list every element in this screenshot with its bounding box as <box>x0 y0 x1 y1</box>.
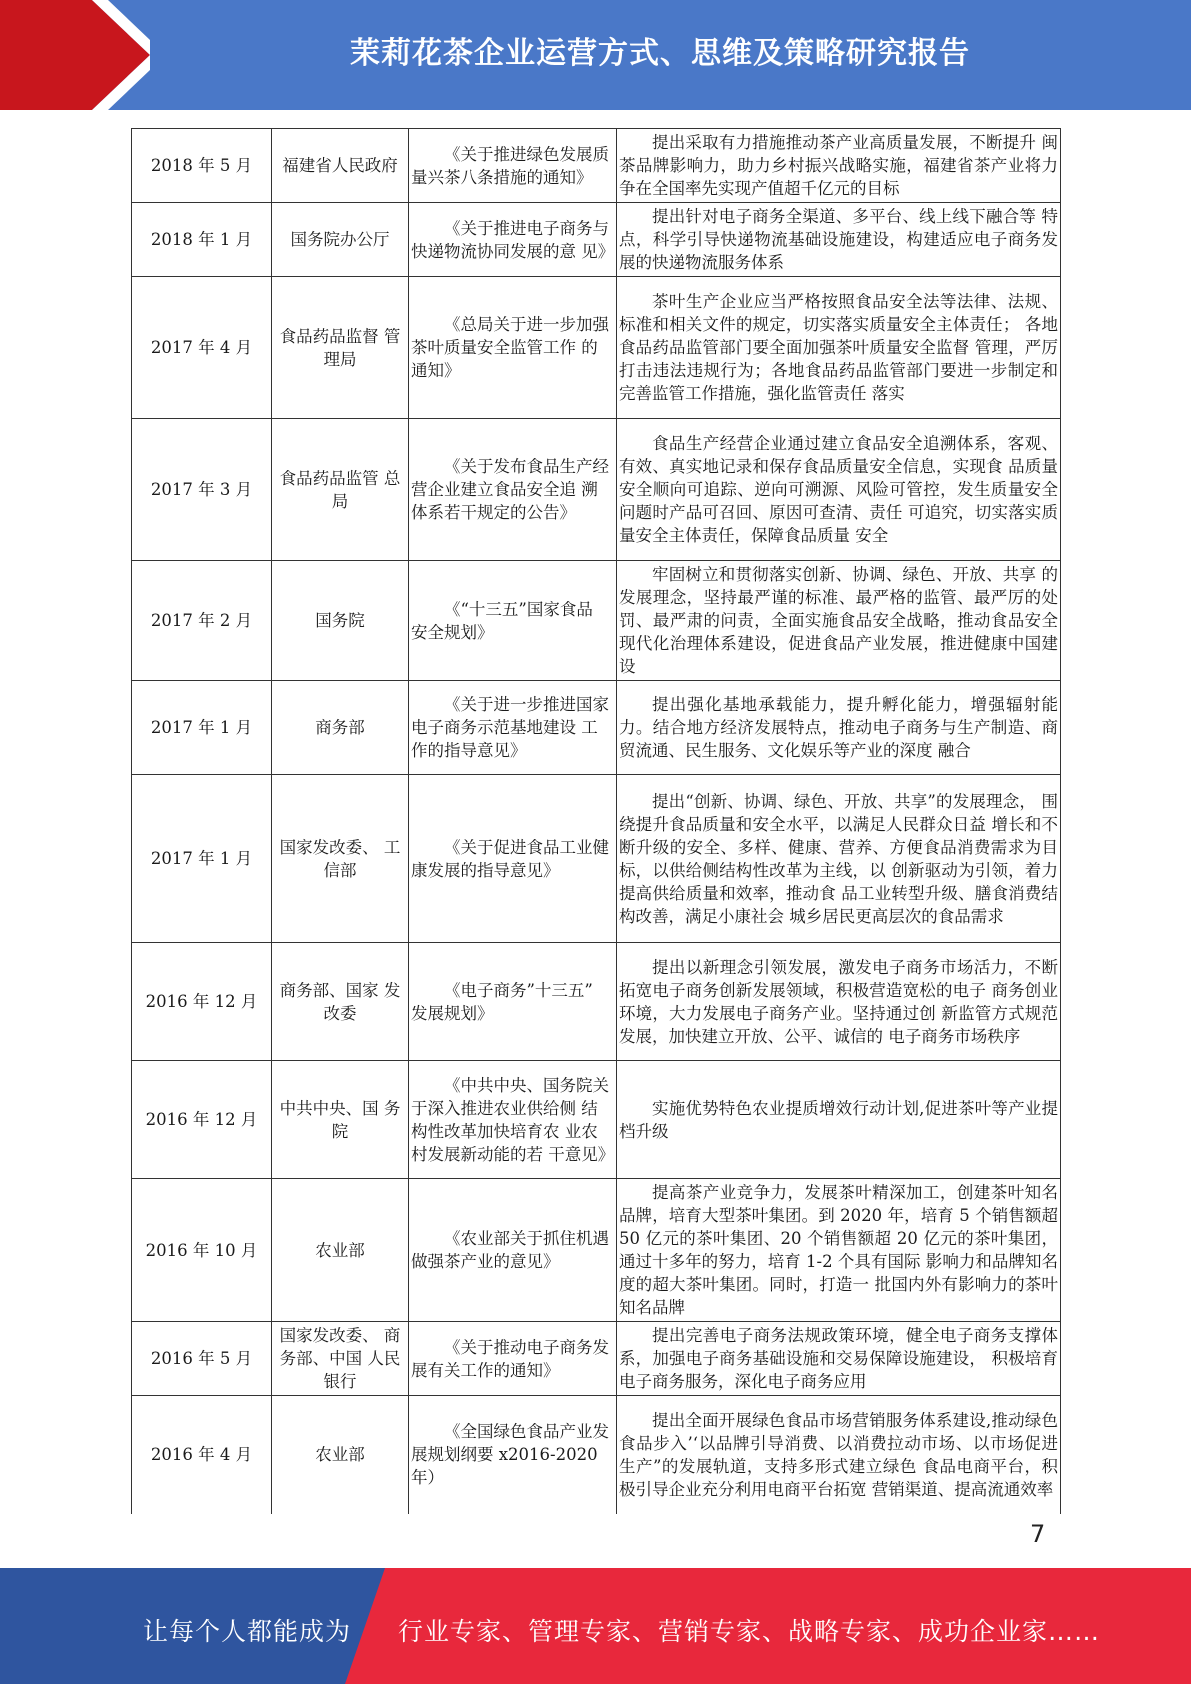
content-cell: 茶叶生产企业应当严格按照食品安全法等法律、法规、 标准和相关文件的规定，切实落实质量安全主体责任； 各地食品药品监管部门要全面加强茶叶质量安全监督 管理，严厉打击违法违规行为；各地食品药品监管部门要进一步制定和完善监管工作措施，强化监管责任 落实 <box>617 277 1061 419</box>
department-cell: 商务部 <box>272 681 409 775</box>
date-cell: 2017 年 1 月 <box>132 681 272 775</box>
department-cell: 商务部、国家 发改委 <box>272 943 409 1061</box>
content-cell: 提出以新理念引领发展，激发电子商务市场活力，不断拓宽电子商务创新发展领域，积极营造宽松的电子 商务创业环境，大力发展电子商务产业。坚持通过创 新监管方式规范发展，加快建立开放、公平、诚信的 电子商务市场秩序 <box>617 943 1061 1061</box>
date-cell: 2016 年 10 月 <box>132 1179 272 1322</box>
department-cell: 中共中央、国 务院 <box>272 1061 409 1179</box>
department-cell: 食品药品监管 总局 <box>272 419 409 561</box>
content-cell: 提出针对电子商务全渠道、多平台、线上线下融合等 特点，科学引导快递物流基础设施建设，构建适应电子商务发展的快递物流服务体系 <box>617 203 1061 277</box>
page-footer <box>0 1568 1191 1684</box>
content-cell: 提高茶产业竞争力，发展茶叶精深加工，创建茶叶知名品牌，培育大型茶叶集团。到 2020 年，培育 5 个销售额超 50 亿元的茶叶集团、20 个销售额超 20 亿元的茶叶集团，通过十多年的努力，培育 1-2 个具有国际 影响力和品牌知名度的超大茶叶集团。同时，打造一 批国内外有影响力的茶叶知名品牌 <box>617 1179 1061 1322</box>
document-cell: 《关于推进绿色发展质 量兴茶八条措施的通知》 <box>409 129 617 203</box>
department-cell: 国务院 <box>272 561 409 681</box>
department-cell: 食品药品监督 管理局 <box>272 277 409 419</box>
page-number: 7 <box>1030 1520 1046 1548</box>
table-row <box>132 1179 1061 1322</box>
page-header <box>0 0 1191 110</box>
department-cell: 农业部 <box>272 1396 409 1514</box>
date-cell: 2017 年 1 月 <box>132 775 272 943</box>
table-row <box>132 129 1061 203</box>
content-cell: 牢固树立和贯彻落实创新、协调、绿色、开放、共享 的发展理念，坚持最严谨的标准、最严格的监管、最严厉的处罚、最严肃的问责，全面实施食品安全战略，推动食品安全现代化治理体系建设，促进食品产业发展，推进健康中国建设 <box>617 561 1061 681</box>
table-row <box>132 775 1061 943</box>
document-cell: 《关于推进电子商务与 快递物流协同发展的意 见》 <box>409 203 617 277</box>
content-cell: 提出“创新、协调、绿色、开放、共享”的发展理念， 围绕提升食品质量和安全水平，以满足人民群众日益 增长和不断升级的安全、多样、健康、营养、方便食品消费需求为目标，以供给侧结构性改革为主线，以 创新驱动为引领，着力提高供给质量和效率，推动食 品工业转型升级、膳食消费结构改善，满足小康社会 城乡居民更高层次的食品需求 <box>617 775 1061 943</box>
content-cell: 食品生产经营企业通过建立食品安全追溯体系，客观、 有效、真实地记录和保存食品质量安全信息，实现食 品质量安全顺向可追踪、逆向可溯源、风险可管控，发生质量安全问题时产品可召回、原因可查清、责任 可追究，切实落实质量安全主体责任，保障食品质量 安全 <box>617 419 1061 561</box>
header-chevron-decoration <box>0 0 150 110</box>
report-title: 茉莉花茶企业运营方式、思维及策略研究报告 <box>350 36 970 71</box>
content-cell: 提出采取有力措施推动茶产业高质量发展，不断提升 闽茶品牌影响力，助力乡村振兴战略实施，福建省茶产业将力争在全国率先实现产值超千亿元的目标 <box>617 129 1061 203</box>
document-cell: 《电子商务”十三五” 发展规划》 <box>409 943 617 1061</box>
policy-table-container <box>131 128 1060 1514</box>
date-cell: 2018 年 1 月 <box>132 203 272 277</box>
content-cell: 提出强化基地承载能力，提升孵化能力，增强辐射能 力。结合地方经济发展特点，推动电子商务与生产制造、商贸流通、民生服务、文化娱乐等产业的深度 融合 <box>617 681 1061 775</box>
date-cell: 2017 年 3 月 <box>132 419 272 561</box>
table-row <box>132 419 1061 561</box>
department-cell: 国务院办公厅 <box>272 203 409 277</box>
date-cell: 2016 年 5 月 <box>132 1322 272 1396</box>
table-row <box>132 1396 1061 1514</box>
department-cell: 国家发改委、 工信部 <box>272 775 409 943</box>
department-cell: 农业部 <box>272 1179 409 1322</box>
document-cell: 《关于进一步推进国家 电子商务示范基地建设 工作的指导意见》 <box>409 681 617 775</box>
table-row <box>132 1061 1061 1179</box>
document-cell: 《关于推动电子商务发 展有关工作的通知》 <box>409 1322 617 1396</box>
table-row <box>132 277 1061 419</box>
document-cell: 《全国绿色食品产业发 展规划纲要 x2016-2020 年） <box>409 1396 617 1514</box>
table-row <box>132 943 1061 1061</box>
policy-table-body <box>132 129 1061 1514</box>
department-cell: 国家发改委、 商务部、中国 人民银行 <box>272 1322 409 1396</box>
table-row <box>132 681 1061 775</box>
document-cell: 《关于促进食品工业健 康发展的指导意见》 <box>409 775 617 943</box>
footer-slogan-left: 让每个人都能成为 <box>143 1617 352 1646</box>
date-cell: 2016 年 12 月 <box>132 1061 272 1179</box>
date-cell: 2017 年 4 月 <box>132 277 272 419</box>
table-row <box>132 203 1061 277</box>
date-cell: 2018 年 5 月 <box>132 129 272 203</box>
document-cell: 《中共中央、国务院关 于深入推进农业供给侧 结构性改革加快培育农 业农村发展新动能的若 干意见》 <box>409 1061 617 1179</box>
table-row <box>132 1322 1061 1396</box>
content-cell: 实施优势特色农业提质增效行动计划,促进茶叶等产业提档升级 <box>617 1061 1061 1179</box>
document-cell: 《关于发布食品生产经 营企业建立食品安全追 溯体系若干规定的公告》 <box>409 419 617 561</box>
document-cell: 《总局关于进一步加强 茶叶质量安全监管工作 的通知》 <box>409 277 617 419</box>
policy-table <box>131 128 1061 1514</box>
date-cell: 2016 年 4 月 <box>132 1396 272 1514</box>
footer-slogan-right: 行业专家、管理专家、营销专家、战略专家、成功企业家…… <box>398 1617 1101 1646</box>
document-cell: 《“十三五”国家食品 安全规划》 <box>409 561 617 681</box>
content-cell: 提出完善电子商务法规政策环境，健全电子商务支撑体系，加强电子商务基础设施和交易保障设施建设， 积极培育电子商务服务，深化电子商务应用 <box>617 1322 1061 1396</box>
date-cell: 2017 年 2 月 <box>132 561 272 681</box>
department-cell: 福建省人民政府 <box>272 129 409 203</box>
content-cell: 提出全面开展绿色食品市场营销服务体系建设,推动绿色食品步入’‘以品牌引导消费、以消费拉动市场、以市场促进生产”的发展轨道，支持多形式建立绿色 食品电商平台，积极引导企业充分利用电商平台拓宽 营销渠道、提高流通效率 <box>617 1396 1061 1514</box>
document-cell: 《农业部关于抓住机遇 做强茶产业的意见》 <box>409 1179 617 1322</box>
date-cell: 2016 年 12 月 <box>132 943 272 1061</box>
table-row <box>132 561 1061 681</box>
